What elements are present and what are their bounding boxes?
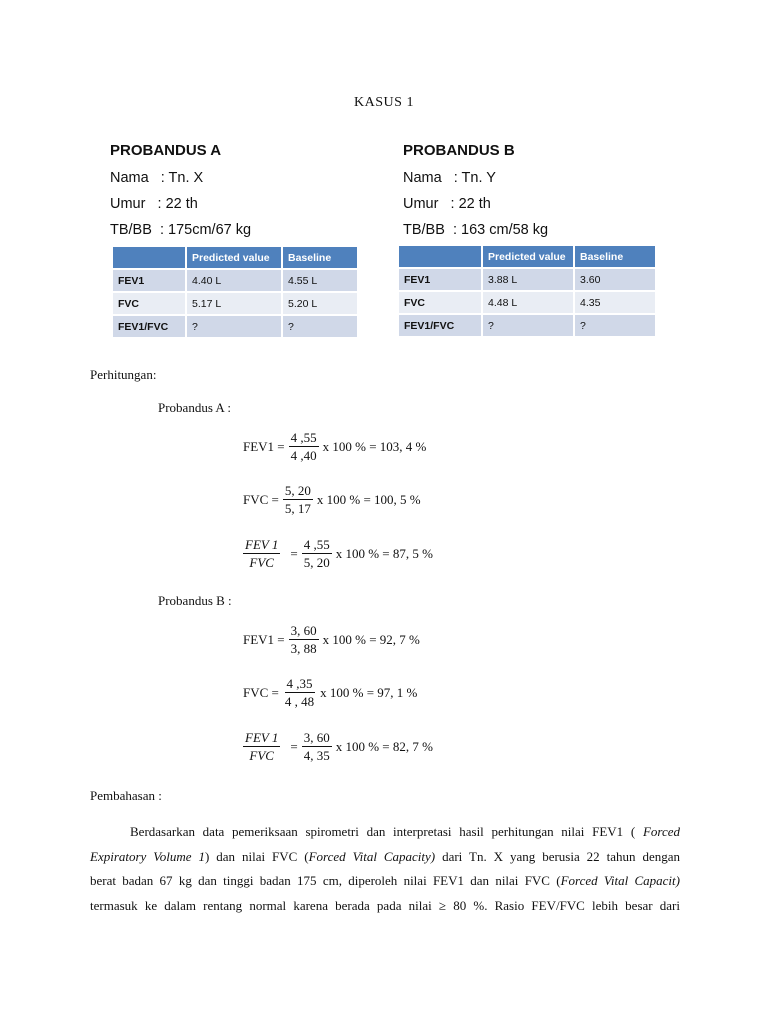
calc-b-ratio-equation: [243, 730, 433, 763]
ratio-label-fraction: [243, 730, 280, 763]
fraction-denominator: FVC: [249, 748, 274, 763]
calc-a-label: Probandus A :: [158, 400, 231, 415]
table-cell: FEV1: [113, 270, 185, 291]
paragraph-italic-text: Forced: [642, 824, 680, 839]
paragraph-text: berat badan 67 kg dan tinggi badan 175 cm, diperoleh nilai FEV1 dan nilai FVC (: [90, 873, 561, 888]
table-cell: 3.88 L: [483, 269, 573, 290]
paragraph-text: Berdasarkan data pemeriksaan spirometri dan interpretasi hasil perhitungan nilai FEV1 (: [130, 824, 636, 839]
table-row: [399, 292, 655, 313]
probandus-a-umur: Umur : 22 th: [110, 196, 198, 212]
equation-lhs: FEV1 =: [243, 438, 285, 454]
fraction-denominator: 3, 88: [290, 641, 317, 656]
equation-rhs: x 100 % = 103, 4 %: [322, 438, 427, 454]
table-cell: ?: [187, 316, 281, 337]
table-cell: ?: [483, 315, 573, 336]
table-cell: 5.20 L: [283, 293, 357, 314]
fraction-numerator: 3, 60: [303, 730, 330, 745]
perhitungan-label: Perhitungan:: [90, 367, 157, 382]
equation-lhs: FVC =: [243, 491, 279, 507]
fraction-denominator: 5, 20: [303, 555, 330, 570]
equation-rhs: x 100 % = 92, 7 %: [322, 631, 420, 647]
fraction-numerator: 4 ,35: [286, 676, 313, 691]
fraction: [289, 623, 319, 656]
equation-lhs: FEV1 =: [243, 631, 285, 647]
table-cell: 4.35: [575, 292, 655, 313]
probandus-b-tbbb: TB/BB : 163 cm/58 kg: [403, 222, 549, 238]
table-row: [113, 270, 357, 291]
fraction-numerator: 3, 60: [290, 623, 317, 638]
equation-rhs: x 100 % = 100, 5 %: [316, 491, 421, 507]
table-cell: FVC: [399, 292, 481, 313]
table-row: [113, 316, 357, 337]
table-cell: ?: [575, 315, 655, 336]
table-cell: FEV1: [399, 269, 481, 290]
paragraph-text: ) dan nilai FVC (: [205, 848, 309, 864]
table-cell: FEV1/FVC: [399, 315, 481, 336]
calc-b-label: Probandus B :: [158, 593, 232, 608]
table-header-cell: Baseline: [575, 246, 655, 267]
fraction-numerator: 4 ,55: [303, 537, 330, 552]
table-cell: ?: [283, 316, 357, 337]
table-cell: 4.40 L: [187, 270, 281, 291]
probandus-b-block: [403, 142, 548, 243]
equation-rhs: x 100 % = 82, 7 %: [335, 738, 433, 754]
table-header-row: [113, 247, 357, 268]
probandus-b-nama: Nama : Tn. Y: [403, 170, 496, 186]
fraction-numerator: FEV 1: [245, 537, 279, 552]
paragraph-line: [90, 820, 680, 845]
table-header-cell: Predicted value: [187, 247, 281, 268]
calc-a-fvc-equation: [243, 483, 421, 516]
table-cell: 5.17 L: [187, 293, 281, 314]
fraction-numerator: 5, 20: [284, 483, 311, 498]
calc-a-ratio-equation: [243, 537, 433, 570]
table-cell: 4.55 L: [283, 270, 357, 291]
table-header-cell: Baseline: [283, 247, 357, 268]
probandus-b-table: [397, 244, 657, 338]
probandus-a-nama: Nama : Tn. X: [110, 170, 204, 186]
fraction: [289, 430, 319, 463]
fraction: [302, 537, 332, 570]
paragraph-italic-text: Forced Vital Capacity): [308, 848, 436, 864]
table-cell: 3.60: [575, 269, 655, 290]
fraction: [302, 730, 332, 763]
probandus-a-table: [111, 245, 359, 339]
paragraph-line: [90, 869, 680, 894]
table-cell: FVC: [113, 293, 185, 314]
table-header-cell: Predicted value: [483, 246, 573, 267]
table-row: [113, 293, 357, 314]
fraction-denominator: 5, 17: [284, 501, 311, 516]
paragraph-text: dari Tn. X yang berusia 22 tahun dengan: [435, 848, 680, 864]
table-cell: 4.48 L: [483, 292, 573, 313]
table-row: [399, 269, 655, 290]
ratio-label-fraction: [243, 537, 280, 570]
fraction: [283, 483, 313, 516]
probandus-a-heading: PROBANDUS A: [110, 142, 222, 159]
fraction-denominator: FVC: [249, 555, 274, 570]
table-header-row: [399, 246, 655, 267]
paragraph-line: [90, 845, 680, 870]
calc-a-fev1-equation: [243, 430, 426, 463]
table-header-cell: [399, 246, 481, 267]
table-row: [399, 315, 655, 336]
discussion-paragraph: [90, 820, 680, 918]
equals-sign: =: [290, 738, 298, 754]
paragraph-italic-text: Expiratory Volume 1: [90, 848, 205, 864]
equation-lhs: FVC =: [243, 684, 279, 700]
probandus-a-block: [110, 142, 251, 243]
fraction: [283, 676, 316, 709]
probandus-a-tbbb: TB/BB : 175cm/67 kg: [110, 222, 252, 238]
page-title: KASUS 1: [354, 95, 414, 110]
pembahasan-label: Pembahasan :: [90, 788, 162, 803]
fraction-numerator: FEV 1: [245, 730, 279, 745]
probandus-b-heading: PROBANDUS B: [403, 142, 515, 159]
table-cell: FEV1/FVC: [113, 316, 185, 337]
fraction-denominator: 4 , 48: [284, 694, 315, 709]
fraction-numerator: 4 ,55: [290, 430, 317, 445]
paragraph-line: [90, 894, 680, 919]
calc-b-fvc-equation: [243, 676, 417, 709]
equation-rhs: x 100 % = 97, 1 %: [320, 684, 418, 700]
table-header-cell: [113, 247, 185, 268]
fraction-denominator: 4, 35: [303, 748, 330, 763]
fraction-denominator: 4 ,40: [290, 448, 317, 463]
paragraph-text: termasuk ke dalam rentang normal karena berada pada nilai ≥ 80 %. Rasio FEV/FVC lebih besar dari: [90, 897, 680, 913]
calc-b-fev1-equation: [243, 623, 420, 656]
paragraph-italic-text: Forced Vital Capacit): [560, 873, 680, 888]
probandus-b-umur: Umur : 22 th: [403, 196, 491, 212]
equals-sign: =: [290, 545, 298, 561]
equation-rhs: x 100 % = 87, 5 %: [335, 545, 433, 561]
